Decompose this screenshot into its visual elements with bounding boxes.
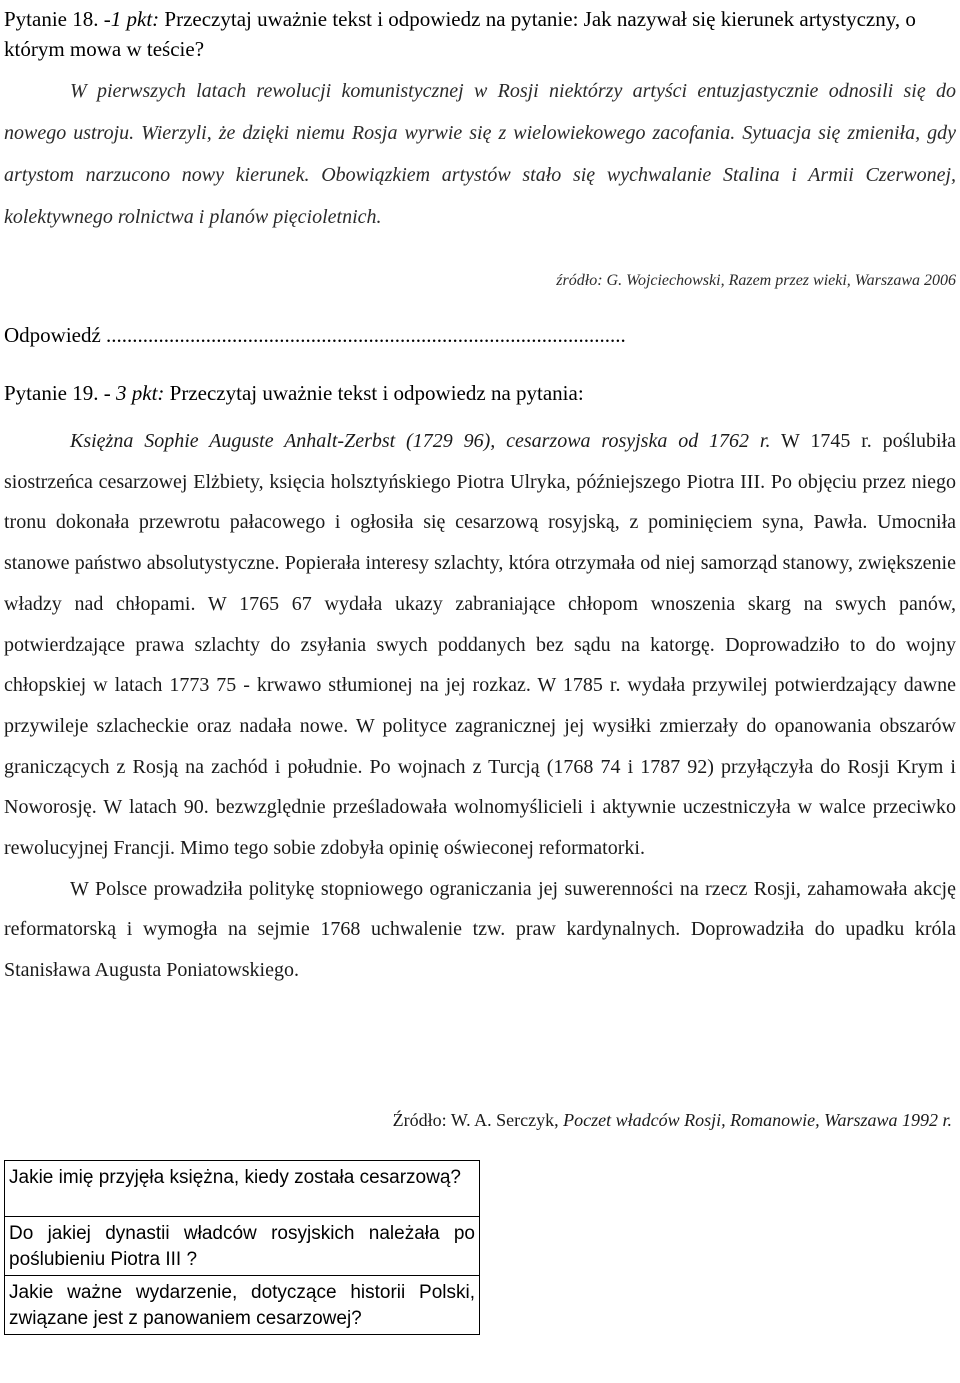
question-19-paragraph-2 (4, 869, 956, 991)
table-row (5, 1217, 480, 1276)
question-18-instruction: Przeczytaj uważnie tekst i odpowiedz na pytanie: Jak nazywał się kierunek artystyczny, o którym mowa w teście? (4, 7, 916, 61)
question-19-table (4, 1160, 480, 1335)
question-19-q1: Jakie imię przyjęła księżna, kiedy została cesarzową? (5, 1161, 480, 1217)
question-19-paragraph-1 (4, 421, 956, 869)
question-19-instruction: Przeczytaj uważnie tekst i odpowiedz na pytania: (164, 381, 584, 405)
question-18-points: 1 pkt: (110, 7, 160, 31)
question-18-answer-line[interactable]: Odpowiedź ................................................................................................... (4, 323, 626, 347)
question-18-dash: - (98, 7, 111, 31)
question-19-q2: Do jakiej dynastii władców rosyjskich należała po poślubieniu Piotra III ? (5, 1217, 480, 1276)
question-19-text (4, 421, 956, 991)
question-18-label: Pytanie 18. (4, 7, 99, 31)
question-18-source: źródło: G. Wojciechowski, Razem przez wieki, Warszawa 2006 (556, 272, 956, 289)
question-19-paragraph-1-body: W 1745 r. poślubiła siostrzeńca cesarzowej Elżbiety, księcia holsztyńskiego Piotra Ulryka, późniejszego Piotra III. Po objęciu przez niego tronu dokonała przewrotu pałacowego i ogłosiła się cesarzową rosyjską, z pominięciem syna, Pawła. Umocniła stanowe państwo absolutystyczne. Popierała interesy szlachty, która otrzymała od niej samorząd stanowy, zwiększenie władzy nad chłopami. W 1765 67 wydała ukazy zabraniające chłopom wnoszenia skarg na swych panów, potwierdzające prawa szlachty do zsyłania swych poddanych bez sądu na katorgę. Doprowadziło to do wojny chłopskiej w latach 1773 75 - krwawo stłumionej na jej rozkaz. W 1785 r. wydała przywilej potwierdzający dawne przywileje szlacheckie oraz nadała nowe. W polityce zagranicznej jej wysiłki zmierzały do opanowania obszarów graniczących z Rosją na zachód i południe. Po wojnach z Turcją (1768 74 i 1787 92) przyłączyła do Rosji Krym i Noworosję. W latach 90. bezwzględnie prześladowała wolnomyślicieli i aktywnie uczestniczyła w walce przeciwko rewolucyjnej Francji. Mimo tego sobie zdobyła opinię oświeconej reformatorki. (4, 430, 956, 860)
question-19-source-prefix: Źródło: W. A. Serczyk, (392, 1110, 564, 1130)
question-18-text-content: W pierwszych latach rewolucji komunistycznej w Rosji niektórzy artyści entuzjastycznie odnosili się do nowego ustroju. Wierzyli, że dzięki niemu Rosja wyrwie się z wielowiekowego zacofania. Sytuacja się zmieniła, gdy artystom narzucono nowy kierunek. Obowiązkiem artystów stało się wychwalanie Stalina i Armii Czerwonej, kolektywnego rolnictwa i planów pięcioletnich. (4, 80, 956, 228)
table-row (5, 1161, 480, 1217)
question-19-paragraph-1-lead: Księżna Sophie Auguste Anhalt-Zerbst (1729 96), cesarzowa rosyjska od 1762 r. (70, 430, 771, 452)
question-19-label: Pytanie 19. (4, 381, 99, 405)
table-row (5, 1276, 480, 1335)
question-19-source (393, 1110, 952, 1131)
question-18-text (4, 70, 956, 238)
question-19-paragraph-2-body: W Polsce prowadziła politykę stopniowego ograniczania jej suwerenności na rzecz Rosji, zahamowała akcję reformatorską i wymogła na sejmie 1768 uchwalenie tzw. praw kardynalnych. Doprowadziła do upadku króla Stanisława Augusta Poniatowskiego. (4, 877, 956, 982)
question-18-heading (4, 4, 956, 64)
question-19-q3: Jakie ważne wydarzenie, dotyczące historii Polski, związane jest z panowaniem cesarzowej? (5, 1276, 480, 1335)
question-19-points: 3 pkt: (116, 381, 165, 405)
question-19-source-title: Poczet władców Rosji, Romanowie, Warszawa 1992 r. (563, 1110, 952, 1130)
question-19-heading (4, 378, 956, 408)
question-19-dash: - (98, 381, 116, 405)
